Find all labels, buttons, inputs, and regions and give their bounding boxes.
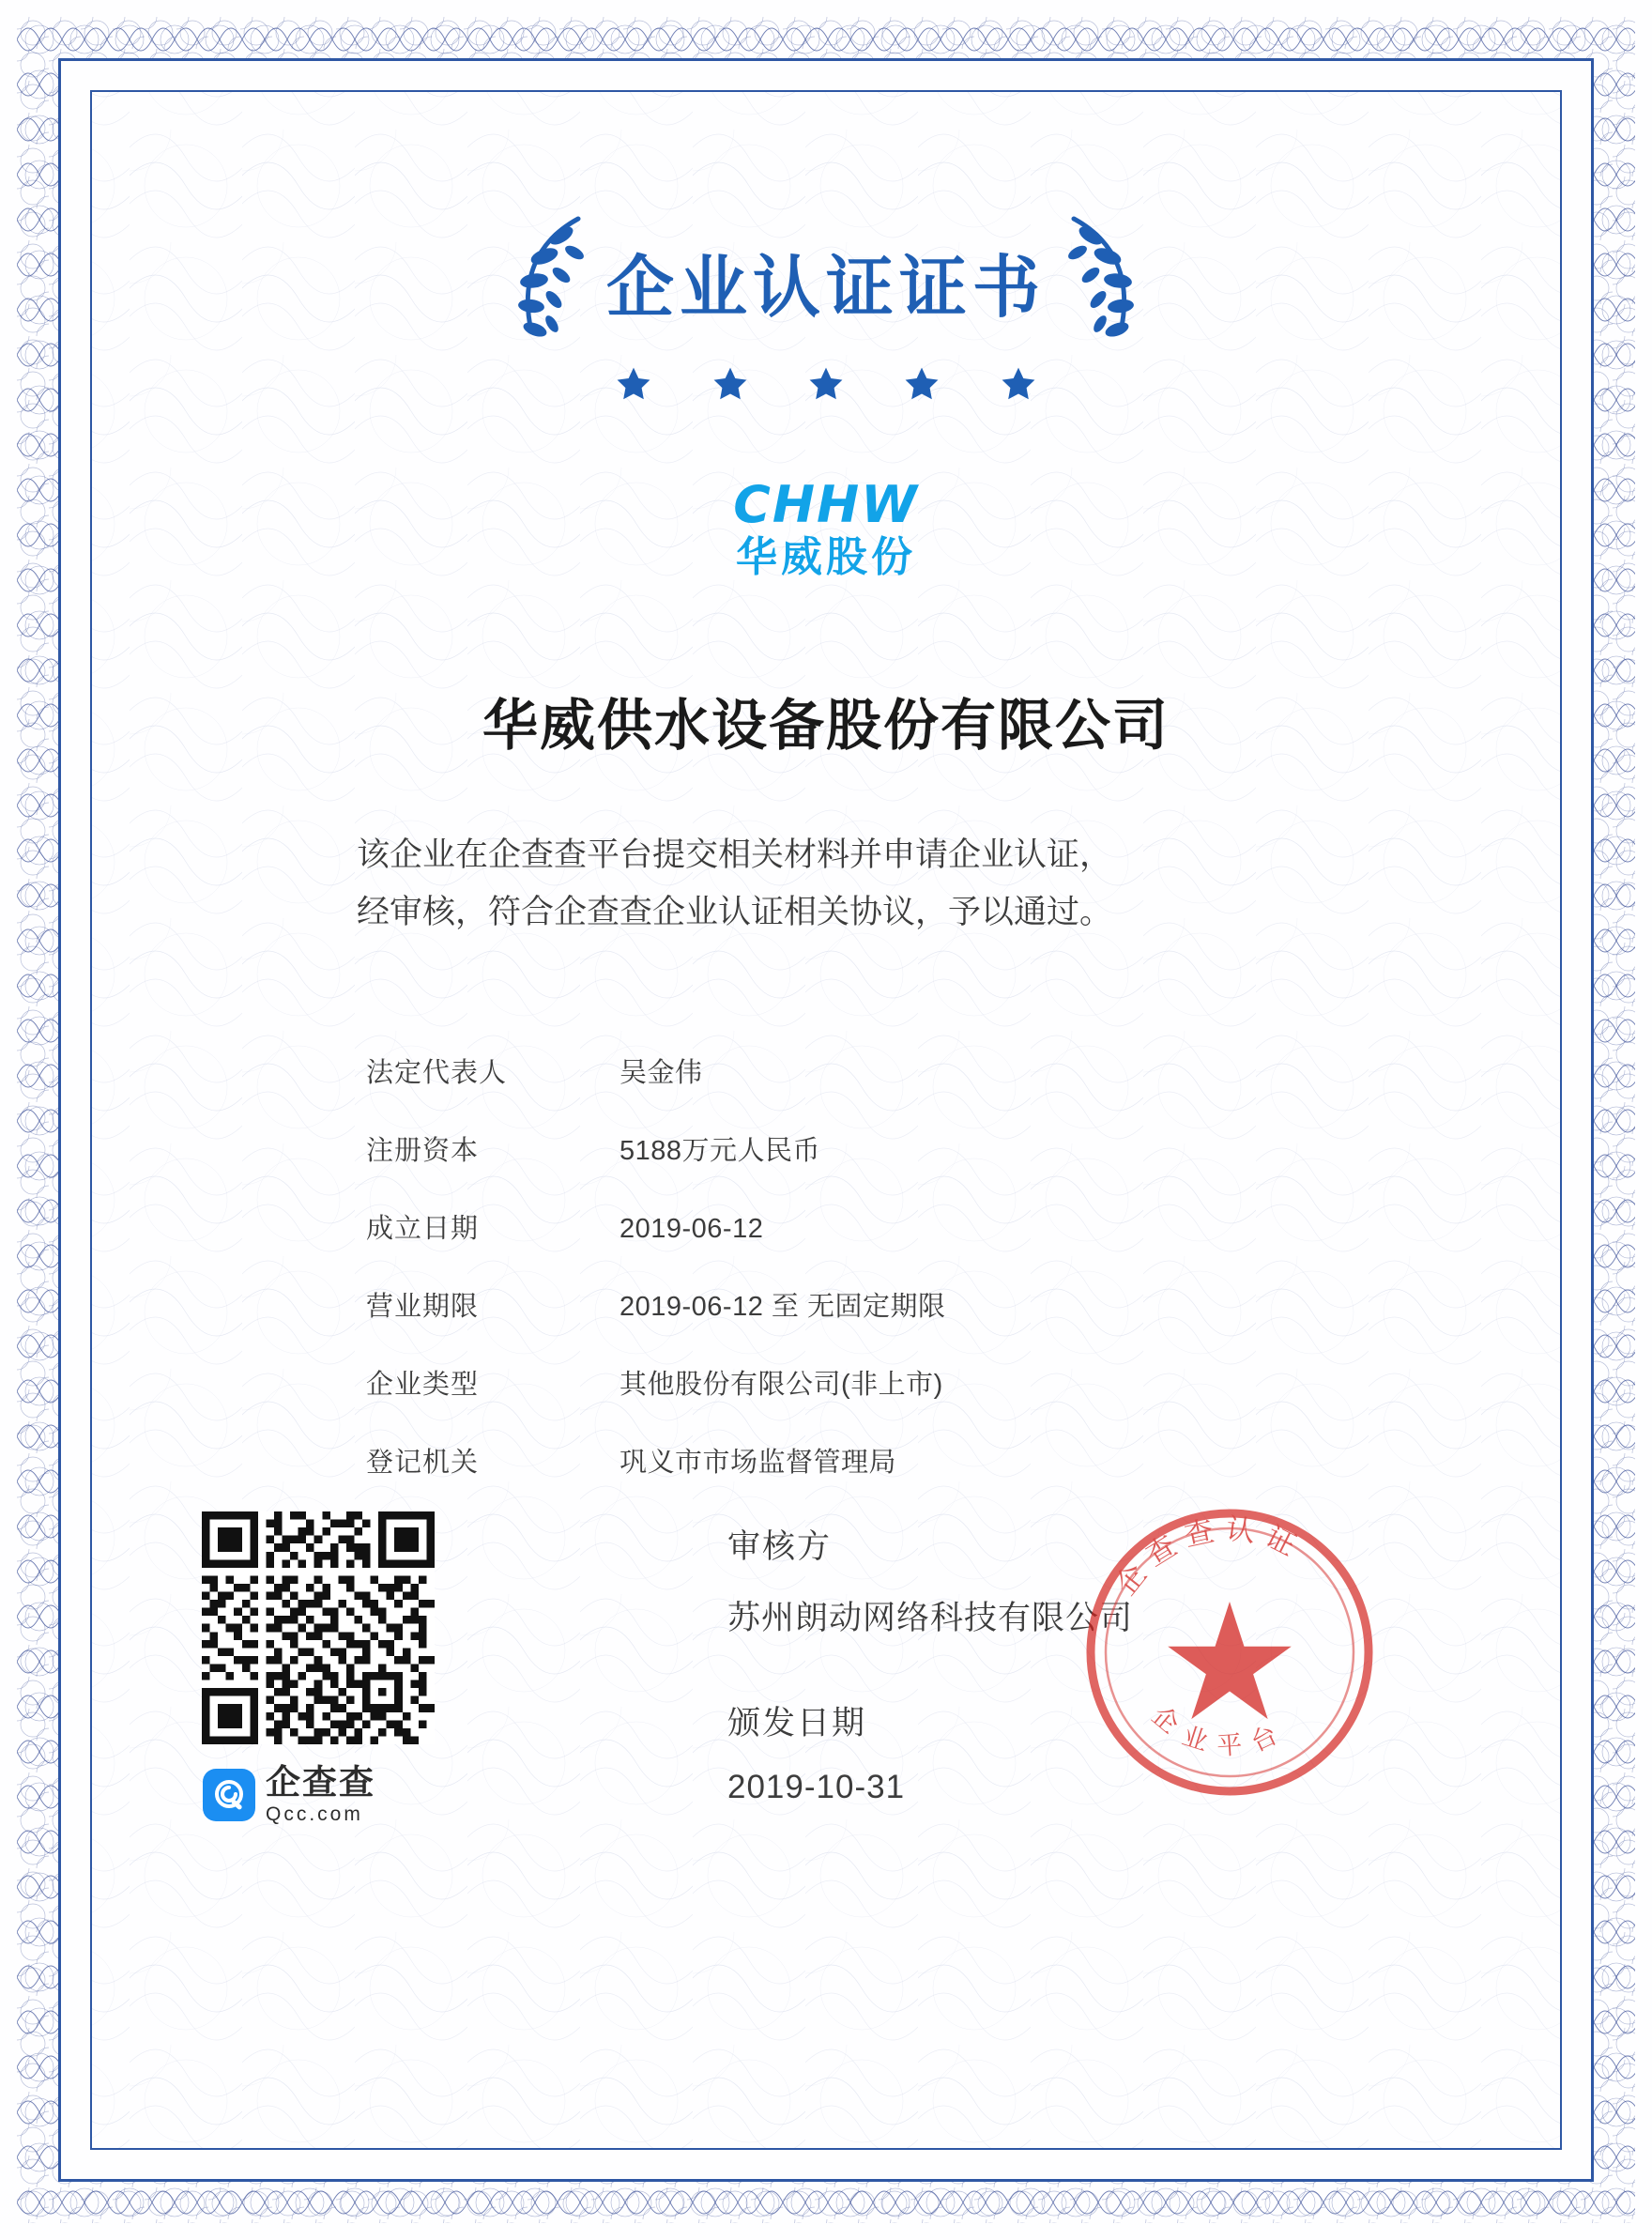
info-row (366, 1363, 1305, 1402)
star-icon (804, 364, 848, 406)
issue-date-value: 2019-10-31 (727, 1769, 906, 1805)
star-icon (997, 364, 1040, 406)
qcc-logo-icon (202, 1768, 256, 1822)
certificate-content (141, 113, 1511, 2127)
info-value-registered-capital: 5188万元人民币 (620, 1136, 821, 1166)
star-icon (709, 364, 752, 406)
star-icon (612, 364, 655, 406)
info-row (366, 1285, 1305, 1324)
company-logo (141, 475, 1511, 581)
issue-date-label: 颁发日期 (727, 1705, 867, 1741)
info-row (366, 1129, 1305, 1168)
laurel-right-icon (1063, 211, 1149, 352)
info-row (366, 1207, 1305, 1246)
company-logo-english: CHHW (733, 475, 919, 534)
info-row (366, 1051, 1305, 1090)
svg-text:企业平台: 企业平台 (1146, 1700, 1294, 1762)
official-seal-stamp (1079, 1502, 1380, 1803)
info-label-business-term: 营业期限 (366, 1292, 480, 1322)
info-value-registration-authority: 巩义市市场监督管理局 (620, 1448, 897, 1478)
star-icon (900, 364, 943, 406)
qr-code[interactable] (202, 1511, 435, 1744)
qcc-brand (202, 1765, 436, 1824)
certificate-title-row (141, 197, 1511, 366)
info-row (366, 1441, 1305, 1480)
info-value-legal-rep: 吴金伟 (620, 1058, 703, 1088)
info-label-company-type: 企业类型 (366, 1370, 480, 1400)
qcc-name-en: Qcc.com (266, 1803, 363, 1825)
info-label-establish-date: 成立日期 (366, 1214, 480, 1244)
info-value-business-term: 2019-06-12 至 无固定期限 (620, 1292, 946, 1322)
qcc-name-cn: 企查查 (266, 1763, 375, 1802)
issuer-name: 苏州朗动网络科技有限公司 (727, 1600, 1134, 1636)
info-value-company-type: 其他股份有限公司(非上市) (620, 1370, 943, 1400)
page-title: 企业认证证书 (605, 248, 1046, 327)
company-info-table (366, 1051, 1305, 1519)
info-label-registered-capital: 注册资本 (366, 1136, 480, 1166)
certificate-statement (357, 826, 1305, 942)
company-logo-chinese: 华威股份 (736, 532, 916, 581)
info-value-establish-date: 2019-06-12 (620, 1214, 764, 1244)
issuer-label: 审核方 (727, 1528, 833, 1565)
info-label-legal-rep: 法定代表人 (366, 1058, 508, 1088)
svg-text:企查查认证: 企查查认证 (1109, 1511, 1310, 1603)
info-label-registration-authority: 登记机关 (366, 1448, 480, 1478)
star-rating (141, 364, 1511, 410)
statement-line-2: 经审核，符合企查查企业认证相关协议，予以通过。 (357, 894, 1113, 931)
laurel-left-icon (503, 211, 589, 352)
company-name: 华威供水设备股份有限公司 (482, 695, 1170, 757)
qr-code-block (202, 1511, 436, 1824)
statement-line-1: 该企业在企查查平台提交相关材料并申请企业认证， (357, 836, 1113, 873)
